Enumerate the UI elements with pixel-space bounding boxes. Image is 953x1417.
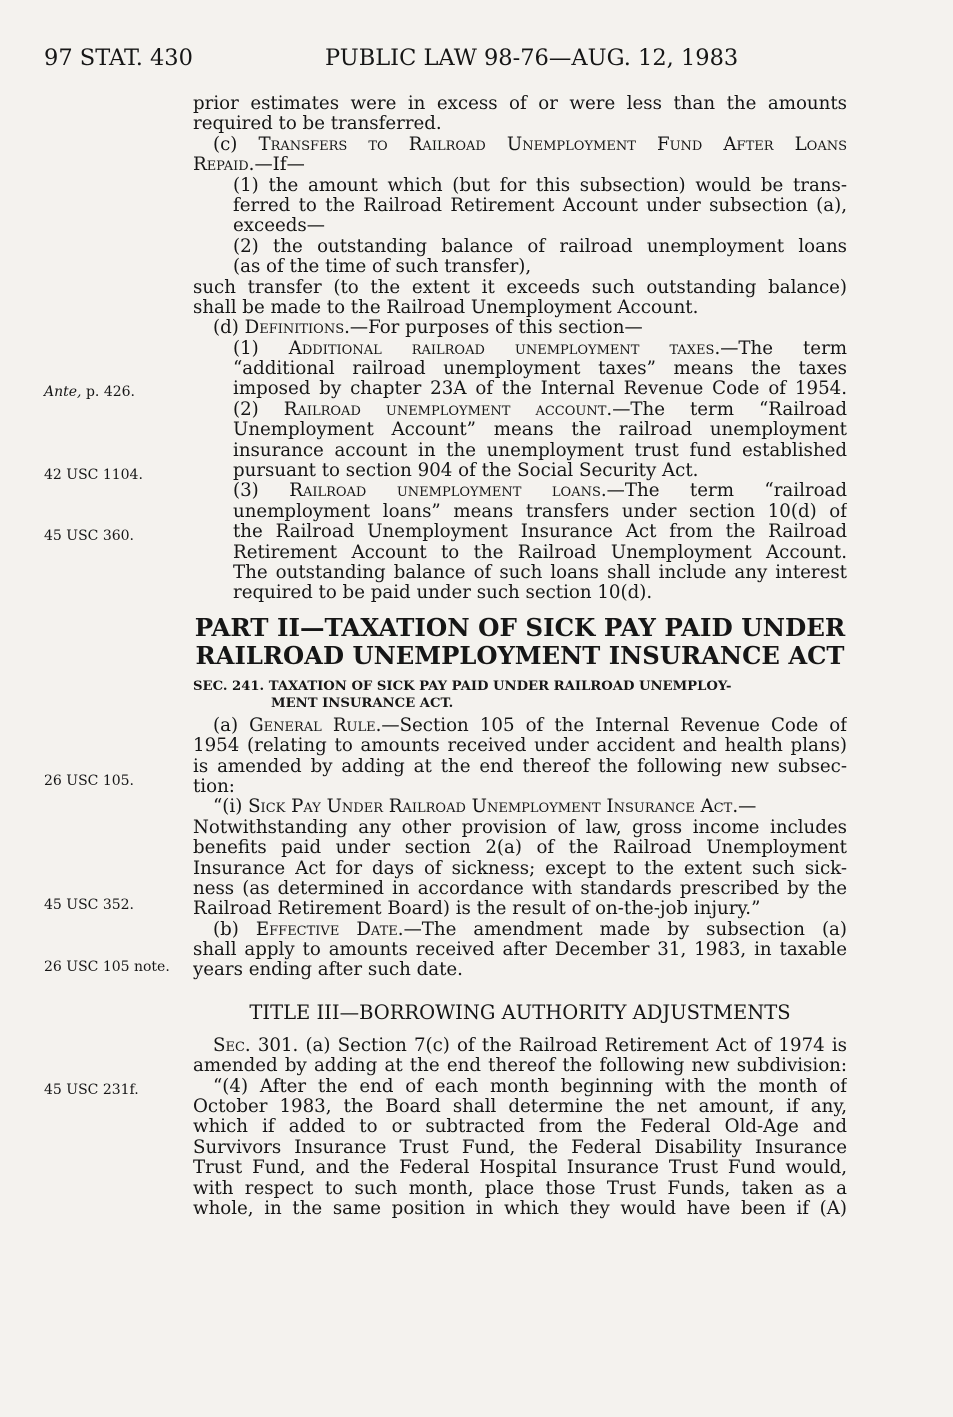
part-title: PART II—TAXATION OF SICK PAY PAID UNDER — [194, 612, 846, 642]
text-line: required to be paid under such section 10(d). — [233, 583, 653, 604]
text-line: (as of the time of such transfer), — [233, 257, 532, 278]
text-line: insurance account in the unemployment trust fund established — [233, 440, 847, 461]
text-line: Unemployment Account” means the railroad unemployment — [233, 420, 847, 441]
text-line: ness (as determined in accordance with standards prescribed by the — [193, 878, 847, 899]
margin-note: 45 USC 360. — [44, 528, 134, 544]
text-line: unemployment loans” means transfers under section 10(d) of — [233, 501, 847, 522]
text-line: (a) General Rule.—Section 105 of the Internal Revenue Code of — [213, 715, 847, 736]
text-line: Retirement Account to the Railroad Unemployment Account. — [233, 542, 847, 563]
text-line: is amended by adding at the end thereof the following new subsec- — [193, 756, 847, 777]
text-line: Repaid.—If— — [193, 155, 305, 176]
text-line: shall apply to amounts received after December 31, 1983, in taxable — [193, 940, 847, 961]
text-line: (b) Effective Date.—The amendment made by subsection (a) — [213, 919, 847, 940]
text-line: (1) the amount which (but for this subsection) would be trans- — [233, 175, 847, 196]
text-line: imposed by chapter 23A of the Internal Revenue Code of 1954. — [233, 379, 847, 400]
text-line: which if added to or subtracted from the Federal Old-Age and — [193, 1117, 847, 1138]
text-line: (2) Railroad unemployment account.—The term “Railroad — [233, 399, 847, 420]
text-line: such transfer (to the extent it exceeds such outstanding balance) — [193, 277, 847, 298]
text-line: The outstanding balance of such loans shall include any interest — [233, 562, 847, 583]
text-line: “(i) Sick Pay Under Railroad Unemployment Insurance Act.— — [213, 797, 757, 818]
margin-note: 45 USC 352. — [44, 897, 134, 913]
text-line: (2) the outstanding balance of railroad unemployment loans — [233, 236, 847, 257]
section-heading: MENT INSURANCE ACT. — [271, 695, 454, 711]
body-text — [193, 94, 847, 1219]
subsection-heading: (d) Definitions.—For purposes of this section— — [213, 318, 643, 339]
running-head: PUBLIC LAW 98-76—AUG. 12, 1983 — [325, 45, 739, 71]
text-line: Notwithstanding any other provision of law, gross income includes — [193, 817, 847, 838]
text-line: (3) Railroad unemployment loans.—The term “railroad — [233, 481, 847, 502]
margin-note: 26 USC 105 note. — [44, 959, 170, 975]
text-line: tion: — [193, 776, 235, 797]
title-heading: TITLE III—BORROWING AUTHORITY ADJUSTMENTS — [249, 1000, 791, 1024]
text-line: Railroad Retirement Board) is the result of on-the-job injury.” — [193, 899, 761, 920]
text-line: exceeds— — [233, 216, 325, 237]
section-heading: SEC. 241. TAXATION OF SICK PAY PAID UNDER RAILROAD UNEMPLOY- — [193, 678, 732, 694]
text-line: with respect to such month, place those Trust Funds, taken as a — [193, 1178, 847, 1199]
text-line: “(4) After the end of each month beginning with the month of — [213, 1076, 847, 1097]
text-line: (1) Additional railroad unemployment taxes.—The term — [233, 338, 847, 359]
text-line: prior estimates were in excess of or were less than the amounts — [193, 94, 847, 114]
text-line: 1954 (relating to amounts received under accident and health plans) — [193, 736, 847, 757]
margin-note: 26 USC 105. — [44, 773, 134, 789]
text-line: required to be transferred. — [193, 114, 442, 135]
text-line: Trust Fund, and the Federal Hospital Insurance Trust Fund would, — [193, 1158, 847, 1179]
text-line: Sec. 301. (a) Section 7(c) of the Railroad Retirement Act of 1974 is — [213, 1035, 847, 1056]
margin-note: Ante, p. 426. — [44, 384, 135, 400]
text-line: benefits paid under section 2(a) of the Railroad Unemployment — [193, 838, 847, 859]
text-line: ferred to the Railroad Retirement Account under subsection (a), — [233, 195, 847, 216]
margin-note: 42 USC 1104. — [44, 467, 143, 483]
text-line: Survivors Insurance Trust Fund, the Federal Disability Insurance — [193, 1137, 847, 1158]
text-line: amended by adding at the end thereof the following new subdivision: — [193, 1056, 847, 1077]
text-line: years ending after such date. — [193, 960, 463, 981]
text-line: October 1983, the Board shall determine the net amount, if any, — [193, 1097, 847, 1118]
statute-page-number: 97 STAT. 430 — [44, 45, 193, 71]
text-line: “additional railroad unemployment taxes” means the taxes — [233, 359, 847, 380]
subsection-heading: (c) Transfers to Railroad Unemployment Fund After Loans — [213, 134, 847, 155]
part-title: RAILROAD UNEMPLOYMENT INSURANCE ACT — [195, 640, 845, 670]
text-line: whole, in the same position in which they would have been if (A) — [193, 1198, 847, 1219]
margin-note: 45 USC 231f. — [44, 1082, 139, 1098]
text-line: the Railroad Unemployment Insurance Act from the Railroad — [233, 522, 847, 543]
text-line: Insurance Act for days of sickness; except to the extent such sick- — [193, 858, 847, 879]
text-line: pursuant to section 904 of the Social Security Act. — [233, 461, 699, 482]
text-line: shall be made to the Railroad Unemployment Account. — [193, 297, 699, 318]
